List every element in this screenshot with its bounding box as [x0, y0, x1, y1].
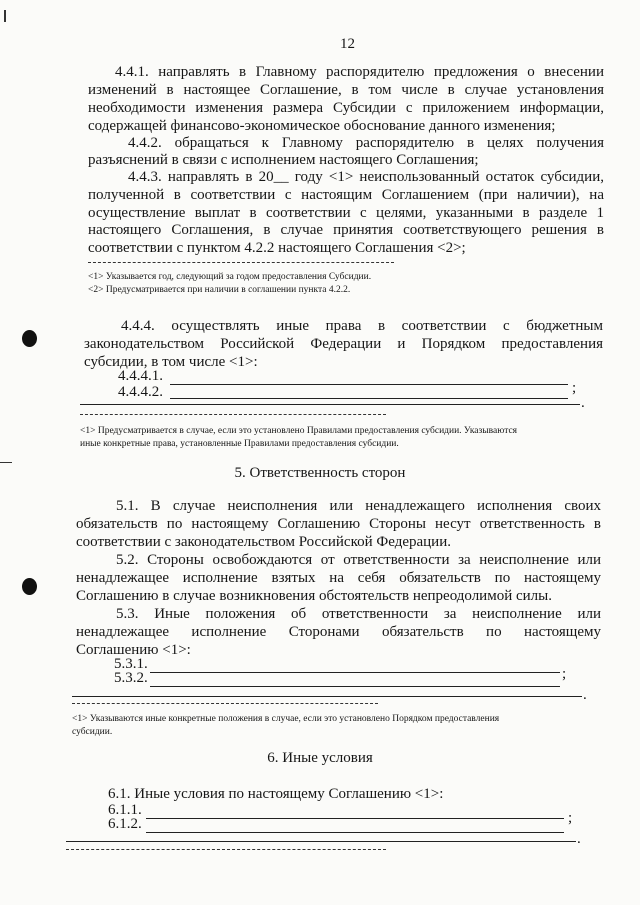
footnote: <2> Предусматривается при наличии в соглашении пункта 4.2.2. — [88, 285, 351, 295]
blank-line — [72, 696, 582, 697]
text-line: 4.4.2. обращаться к Главному распорядителю в целях получения — [128, 135, 604, 151]
paragraph-6-1: 6.1. Иные условия по настоящему Соглашению <1>: — [108, 786, 444, 802]
text-line: настоящего Соглашения, в случае принятия соответствующего решения в — [88, 222, 604, 238]
footnote: <1> Указываются иные конкретные положения в случае, если это установлено Порядком предоставления — [72, 714, 500, 724]
text-line: 4.4.4. осуществлять иные права в соответствии с бюджетным — [121, 318, 603, 334]
scan-mark — [0, 462, 12, 463]
item-number: 5.3.1. — [114, 656, 148, 672]
text-line: необходимости изменения размера Субсидии с приложением информации, — [88, 100, 604, 116]
text-line: 4.4.3. направлять в 20__ году <1> неиспользованный остаток субсидии, — [128, 169, 604, 185]
period: . — [577, 831, 581, 847]
text-line: законодательством Российской Федерации и Порядком предоставления — [84, 336, 603, 352]
blank-line — [170, 398, 568, 399]
text-line: разъяснений в связи с исполнением настоящего Соглашения; — [88, 152, 479, 168]
text-line: соответствии с законодательством Российской Федерации. — [76, 534, 451, 550]
blank-line — [150, 686, 560, 687]
text-line: осуществление выплат в соответствии с целями, указанными в разделе 1 — [88, 205, 604, 221]
text-line: 5.3. Иные положения об ответственности за неисполнение или — [116, 606, 601, 622]
footnote: <1> Указывается год, следующий за годом предоставления Субсидии. — [88, 272, 372, 282]
item-number: 6.1.2. — [108, 816, 142, 832]
blank-line — [146, 818, 564, 819]
text-line: 5.2. Стороны освобождаются от ответственности за неисполнение или — [116, 552, 601, 568]
section-6-heading: 6. Иные условия — [267, 750, 373, 766]
footnote: субсидии. — [72, 727, 113, 737]
footnote-separator — [72, 703, 378, 704]
blank-line — [146, 832, 564, 833]
period: . — [581, 395, 585, 411]
footnote-separator — [66, 849, 386, 850]
item-number: 5.3.2. — [114, 670, 148, 686]
text-line: изменений в настоящее Соглашение, в том числе в случае установления — [88, 82, 604, 98]
item-number: 4.4.4.2. — [118, 384, 163, 400]
footnote-separator — [88, 262, 394, 263]
blank-line — [150, 672, 560, 673]
section-5-heading: 5. Ответственность сторон — [234, 465, 406, 481]
text-line: субсидии, в том числе <1>: — [84, 354, 258, 370]
text-line: содержащей финансово-экономическое обоснование данного изменения; — [88, 118, 556, 134]
semicolon: ; — [572, 380, 577, 396]
footnote: иные конкретные права, установленные Правилами предоставления субсидии. — [80, 439, 399, 449]
item-number: 6.1.1. — [108, 802, 142, 818]
footnote: <1> Предусматривается в случае, если это установлено Правилами предоставления субсидии. Указываются — [80, 426, 518, 436]
footnote-separator — [80, 414, 386, 415]
period: . — [583, 687, 587, 703]
text-line: соответствии с пунктом 4.2.2 настоящего Соглашения <2>; — [88, 240, 466, 256]
semicolon: ; — [562, 666, 567, 682]
text-line: ненадлежащее исполнение Сторонами обязательств по настоящему — [76, 624, 601, 640]
text-line: обязательств по настоящему Соглашению Стороны несут ответственность в — [76, 516, 601, 532]
text-line: ненадлежащее исполнение взятых на себя обязательств по настоящему — [76, 570, 601, 586]
text-line: 5.1. В случае неисполнения или ненадлежащего исполнения своих — [116, 498, 601, 514]
text-line: Соглашению <1>: — [76, 642, 191, 658]
punch-hole-top — [22, 330, 37, 347]
blank-line — [170, 384, 568, 385]
page-number: 12 — [340, 36, 355, 52]
blank-line — [80, 404, 580, 405]
semicolon: ; — [568, 810, 573, 826]
text-line: Соглашению в случае возникновения обстоятельств непреодолимой силы. — [76, 588, 552, 604]
scan-mark — [4, 10, 6, 22]
punch-hole-bottom — [22, 578, 37, 595]
item-number: 4.4.4.1. — [118, 368, 163, 384]
blank-line — [66, 841, 576, 842]
text-line: 4.4.1. направлять в Главному распорядителю предложения о внесении — [115, 64, 604, 80]
text-line: полученной в соответствии с настоящим Соглашением (при наличии), на — [88, 187, 604, 203]
